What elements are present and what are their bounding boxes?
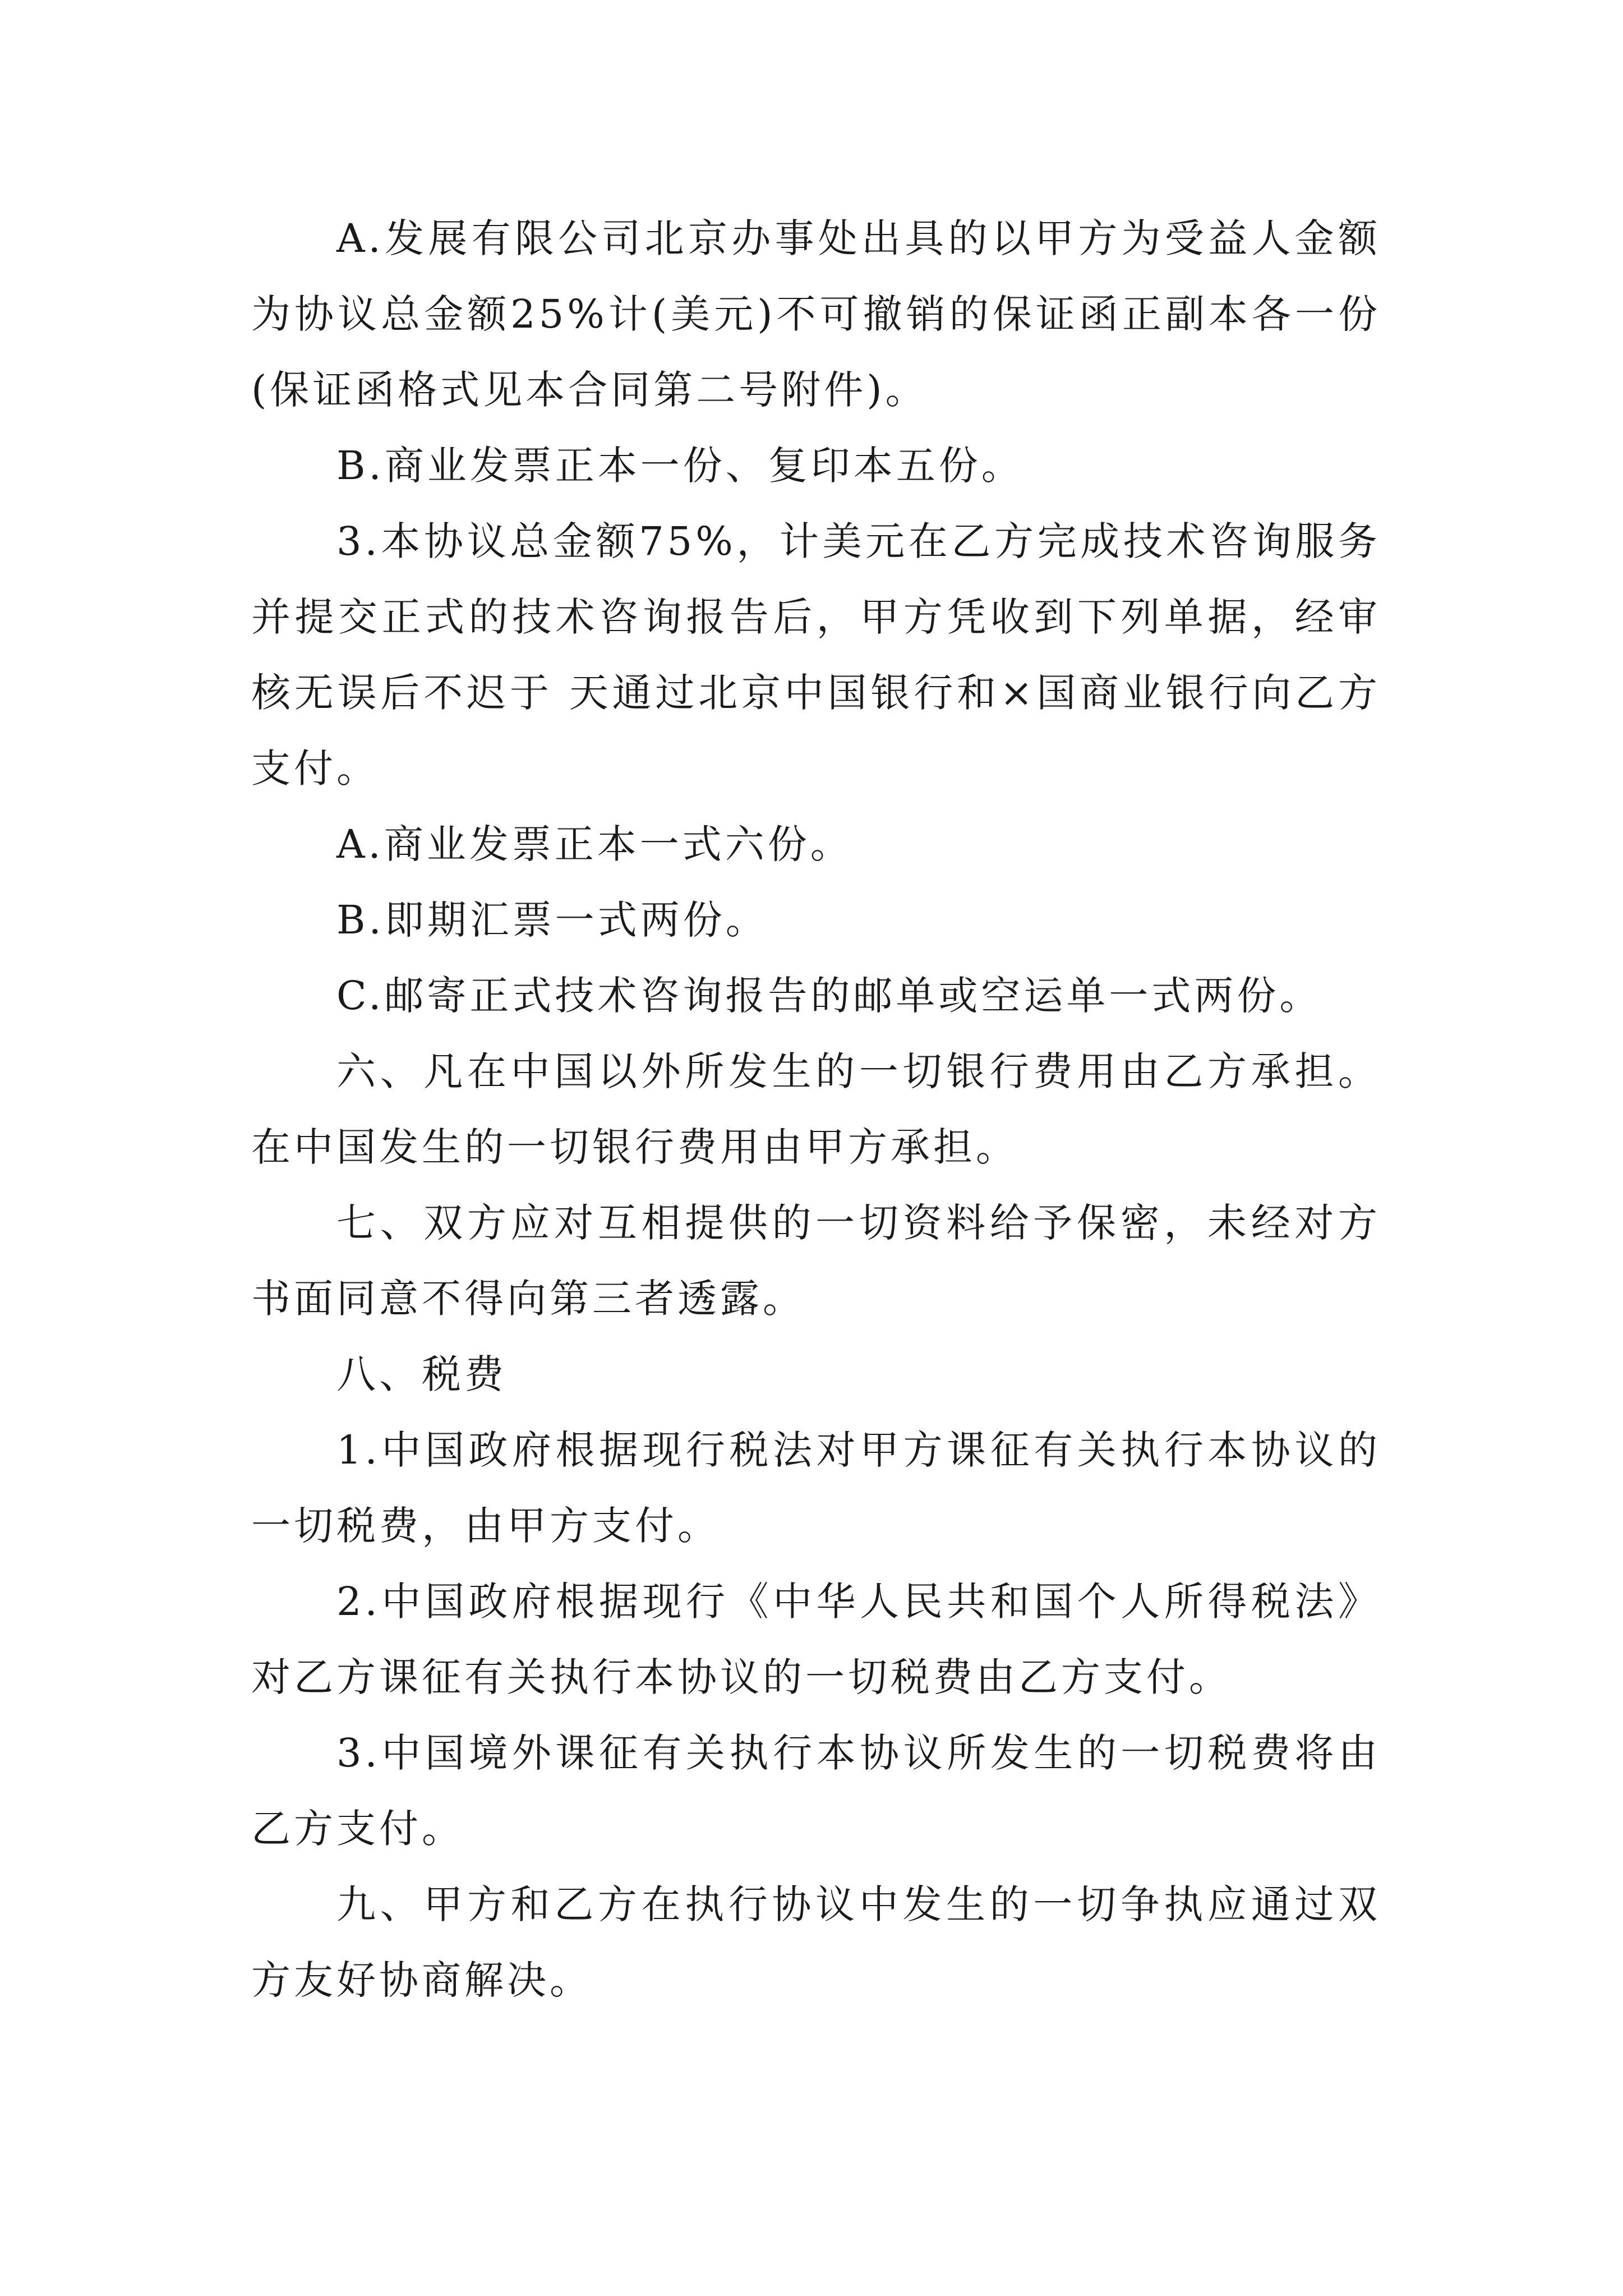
paragraph-clause-6-bank-fees: 六、凡在中国以外所发生的一切银行费用由乙方承担。在中国发生的一切银行费用由甲方承担。 xyxy=(251,1048,1381,1170)
paragraph-mail-receipt: C.邮寄正式技术咨询报告的邮单或空运单一式两份。 xyxy=(336,973,1322,1019)
paragraph-tax-2: 2.中国政府根据现行《中华人民共和国个人所得税法》对乙方课征有关执行本协议的一切税费由乙方支付。 xyxy=(251,1579,1381,1700)
document-body xyxy=(251,201,1381,2018)
paragraph-payment-75: 3.本协议总金额75%，计美元在乙方完成技术咨询服务并提交正式的技术咨询报告后，甲方凭收到下列单据，经审核无误后不迟于 天通过北京中国银行和×国商业银行向乙方支付。 xyxy=(251,518,1381,792)
paragraph-invoice-six-copies: A.商业发票正本一式六份。 xyxy=(336,821,853,867)
paragraph-clause-9-disputes: 九、甲方和乙方在执行协议中发生的一切争执应通过双方友好协商解决。 xyxy=(251,1881,1381,2003)
paragraph-clause-8-heading: 八、税费 xyxy=(336,1351,507,1397)
paragraph-clause-7-confidentiality: 七、双方应对互相提供的一切资料给予保密，未经对方书面同意不得向第三者透露。 xyxy=(251,1200,1381,1322)
paragraph-sight-draft: B.即期汇票一式两份。 xyxy=(336,897,768,943)
paragraph-guarantee-letter: A.发展有限公司北京办事处出具的以甲方为受益人金额为协议总金额25%计(美元)不可撤销的保证函正副本各一份(保证函格式见本合同第二号附件)。 xyxy=(251,215,1381,413)
paragraph-tax-1: 1.中国政府根据现行税法对甲方课征有关执行本协议的一切税费，由甲方支付。 xyxy=(251,1427,1381,1549)
paragraph-commercial-invoice: B.商业发票正本一份、复印本五份。 xyxy=(336,443,1024,489)
paragraph-tax-3: 3.中国境外课征有关执行本协议所发生的一切税费将由乙方支付。 xyxy=(251,1730,1381,1852)
